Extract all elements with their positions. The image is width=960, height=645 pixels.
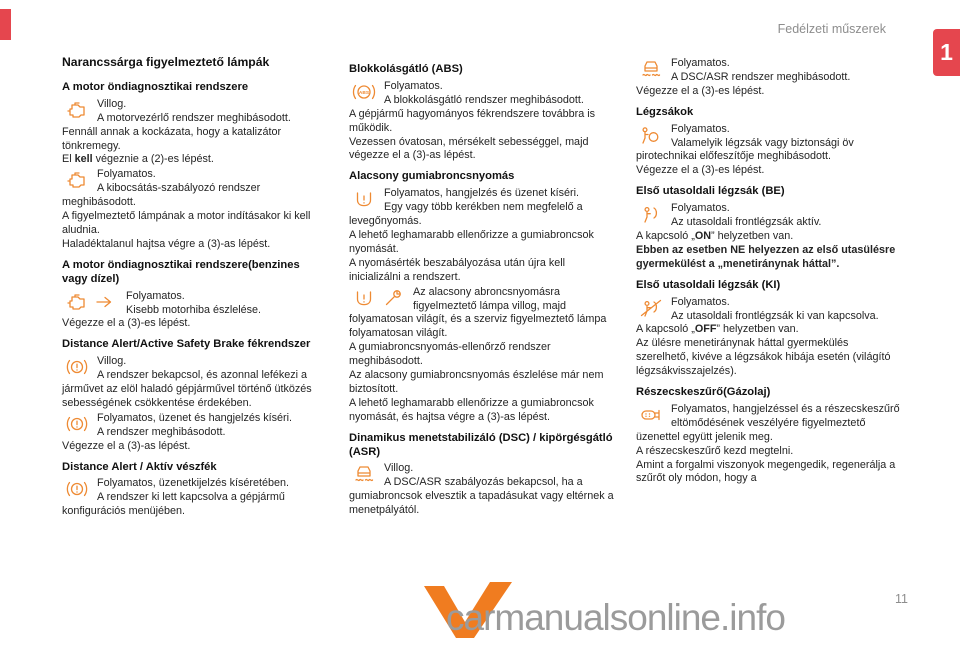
paragraph: Végezze el a (3)-as lépést.: [62, 439, 191, 452]
dsc-icon: [351, 464, 377, 484]
paragraph: Fennáll annak a kockázata, hogy a katalizátor tönkremegy.: [62, 125, 282, 152]
paragraph: A nyomásérték beszabályozása után újra kell inicializálni a rendszert.: [349, 256, 566, 283]
lamp-description: Folyamatos. Kisebb motorhiba észlelése.: [126, 289, 262, 316]
tire-pressure-icon: [351, 189, 377, 209]
lamp-icon-group: [638, 298, 664, 318]
lamp-icon-group: [64, 170, 90, 190]
subsection-title: A motor öndiagnosztikai rendszere: [62, 80, 249, 93]
service-wrench-icon: [380, 288, 406, 308]
collision-alert-icon: [64, 479, 90, 499]
text-fragment: ” helyzetben van.: [716, 323, 799, 336]
lamp-icon-group: [64, 357, 90, 377]
subsection-title: Első utasoldali légzsák (BE): [636, 185, 785, 198]
arrow-icon: [93, 292, 119, 312]
subsection-title: Distance Alert/Active Safety Brake fékrendszer: [62, 338, 311, 351]
paragraph: Haladéktalanul hajtsa végre a (3)-as lépést.: [62, 237, 271, 250]
paragraph: Végezze el a (3)-es lépést.: [62, 317, 191, 330]
warning-lamp-entry: [349, 187, 615, 229]
lamp-icon-group: [351, 288, 406, 308]
dsc-icon: [638, 59, 664, 79]
warning-lamp-entry: [636, 123, 902, 165]
lamp-icon-group: [351, 82, 377, 102]
subsection-title: Első utasoldali légzsák (KI): [636, 278, 781, 291]
paragraph: [636, 323, 902, 337]
subsection-title: Dinamikus menetstabilizáló (DSC) / kipörgésgátló (ASR): [349, 431, 613, 458]
lamp-icon-group: [351, 189, 377, 209]
subsection-title: Részecskeszűrő(Gázolaj): [636, 386, 771, 399]
warning-lamp-entry: [349, 286, 615, 342]
tire-pressure-icon: [351, 288, 377, 308]
lamp-icon-group: [638, 405, 664, 425]
engine-warning-icon: [64, 292, 90, 312]
paragraph: Az alacsony gumiabroncsnyomás észlelése már nem biztosított.: [349, 369, 604, 395]
warning-lamp-entry: [62, 98, 328, 126]
column-1: [62, 56, 328, 519]
lamp-icon-group: [351, 464, 377, 484]
lamp-icon-group: [64, 479, 90, 499]
lamp-description: Folyamatos, hangjelzés és üzenet kíséri. Egy vagy több kerékben nem megfelelő a levegőnyomás.: [349, 187, 583, 228]
text-fragment: ” helyzetben van.: [711, 229, 794, 242]
column-2: [349, 56, 615, 519]
paragraph: A figyelmeztető lámpának a motor indításakor ki kell aludnia.: [62, 210, 311, 236]
warning-lamp-entry: [62, 355, 328, 411]
warning-lamp-entry: [62, 477, 328, 519]
warning-lamp-entry: [62, 168, 328, 210]
text-fragment: El: [62, 153, 75, 166]
airbag-icon: [638, 125, 664, 145]
paragraph: A lehető leghamarabb ellenőrizze a gumiabroncsok nyomását, és hajtsa végre a (3)-as lépést.: [349, 396, 594, 423]
accent-bar: [0, 9, 11, 40]
text-fragment: végeznie a (2)-es lépést.: [92, 153, 214, 166]
lamp-icon-group: [64, 414, 90, 434]
svg-text:ABS: ABS: [358, 90, 370, 96]
emphasized-text: kell: [74, 153, 93, 166]
particulate-filter-icon: [638, 405, 664, 425]
lamp-icon-group: [638, 204, 664, 224]
paragraph: Az ülésre menetiránynak háttal gyermekülés szerelhető, kivéve a légzsákok hibája esetén (világító légzsákvisszajelzés).: [636, 337, 891, 378]
chapter-tab: 1: [933, 29, 960, 76]
abs-icon: [351, 82, 377, 102]
paragraph: Amint a forgalmi viszonyok megengedik, regenerálja a szűrőt oly módon, hogy a: [636, 458, 896, 485]
subsection-title: Légzsákok: [636, 105, 694, 118]
lamp-description: Villog. A motorvezérlő rendszer meghibásodott.: [97, 97, 291, 124]
warning-lamp-entry: [349, 462, 615, 518]
paragraph: A részecskeszűrő kezd megtelni.: [636, 444, 794, 457]
paragraph: A gumiabroncsnyomás-ellenőrző rendszer meghibásodott.: [349, 341, 551, 368]
paragraph: Végezze el a (3)-es lépést.: [636, 84, 765, 97]
warning-lamp-entry: [636, 202, 902, 230]
lamp-description: Folyamatos. A kibocsátás-szabályozó rendszer meghibásodott.: [62, 168, 261, 209]
lamp-description: Villog. A rendszer bekapcsol, és azonnal lefékezi a járművet az elöl haladó gépjárművel történő ütközés sebességének csökkentése érdekében.: [62, 355, 312, 409]
content-columns: [62, 56, 904, 519]
lamp-description: Folyamatos. Az utasoldali frontlégzsák aktív.: [671, 202, 822, 229]
lamp-description: Folyamatos. A blokkolásgátló rendszer meghibásodott.: [384, 79, 584, 106]
subsection-title: Blokkolásgátló (ABS): [349, 63, 463, 75]
lamp-description: Folyamatos. Valamelyik légzsák vagy biztonsági öv pirotechnikai előfeszítője meghibásodott.: [636, 122, 854, 163]
warning-lamp-entry: [636, 296, 902, 324]
lamp-description: Folyamatos. A DSC/ASR rendszer meghibásodott.: [671, 57, 851, 83]
emphasized-text: OFF: [694, 323, 717, 336]
emphasized-text: ON: [694, 229, 712, 242]
warning-lamp-entry: [62, 290, 328, 318]
subsection-title: Alacsony gumiabroncsnyomás: [349, 170, 515, 183]
subsection-title: A motor öndiagnosztikai rendszere(benzines vagy dízel): [62, 258, 300, 285]
paragraph: Ebben az esetben NE helyezzen az első utasülésre gyermekülést a „menetiránynak háttal”.: [636, 243, 896, 270]
collision-alert-icon: [64, 357, 90, 377]
subsection-title: Distance Alert / Aktív vészfék: [62, 460, 217, 473]
lamp-description: Folyamatos, üzenetkijelzés kíséretében. A rendszer ki lett kapcsolva a gépjármű konfigurációs menüjében.: [62, 477, 290, 518]
section-title: Narancssárga figyelmeztető lámpák: [62, 55, 270, 69]
paragraph: A lehető leghamarabb ellenőrizze a gumiabroncsok nyomását.: [349, 228, 594, 255]
passenger-airbag-on-icon: [638, 204, 664, 224]
page-number: 11: [895, 592, 908, 606]
lamp-icon-group: [64, 292, 119, 312]
lamp-description: Villog. A DSC/ASR szabályozás bekapcsol, ha a gumiabroncsok elvesztik a tapadásukat vagy eltérnek a menetpályától.: [349, 462, 614, 517]
text-fragment: A kapcsoló „: [636, 323, 695, 336]
engine-warning-icon: [64, 100, 90, 120]
lamp-description: Az alacsony abroncsnyomásra figyelmeztető lámpa villog, majd folyamatosan világít, és a szerviz figyelmeztető lámpa folyamatosan világít.: [349, 285, 607, 340]
paragraph: A gépjármű hagyományos fékrendszere továbbra is működik.: [349, 107, 596, 134]
paragraph: [62, 153, 328, 167]
engine-warning-icon: [64, 170, 90, 190]
watermark: carmanualsonline.info: [446, 597, 785, 638]
column-3: [636, 56, 902, 519]
paragraph: [636, 230, 902, 244]
warning-lamp-entry: [636, 57, 902, 85]
section-header: Fedélzeti műszerek: [777, 22, 886, 36]
warning-lamp-entry: [349, 80, 615, 108]
lamp-description: Folyamatos. Az utasoldali frontlégzsák ki van kapcsolva.: [671, 295, 879, 322]
lamp-description: Folyamatos, hangjelzéssel és a részecskeszűrő eltömődésének veszélyére figyelmeztető üzenettel együtt jelenik meg.: [636, 402, 900, 443]
paragraph: Végezze el a (3)-es lépést.: [636, 164, 765, 177]
warning-lamp-entry: [62, 412, 328, 440]
lamp-icon-group: [638, 59, 664, 79]
text-fragment: A kapcsoló „: [636, 229, 695, 242]
lamp-description: Folyamatos, üzenet és hangjelzés kíséri. A rendszer meghibásodott.: [97, 411, 293, 438]
lamp-icon-group: [64, 100, 90, 120]
warning-lamp-entry: [636, 403, 902, 445]
passenger-airbag-off-icon: [638, 298, 664, 318]
collision-alert-icon: [64, 414, 90, 434]
lamp-icon-group: [638, 125, 664, 145]
paragraph: Vezessen óvatosan, mérsékelt sebességgel, majd végezze el a (3)-as lépést.: [349, 135, 589, 162]
